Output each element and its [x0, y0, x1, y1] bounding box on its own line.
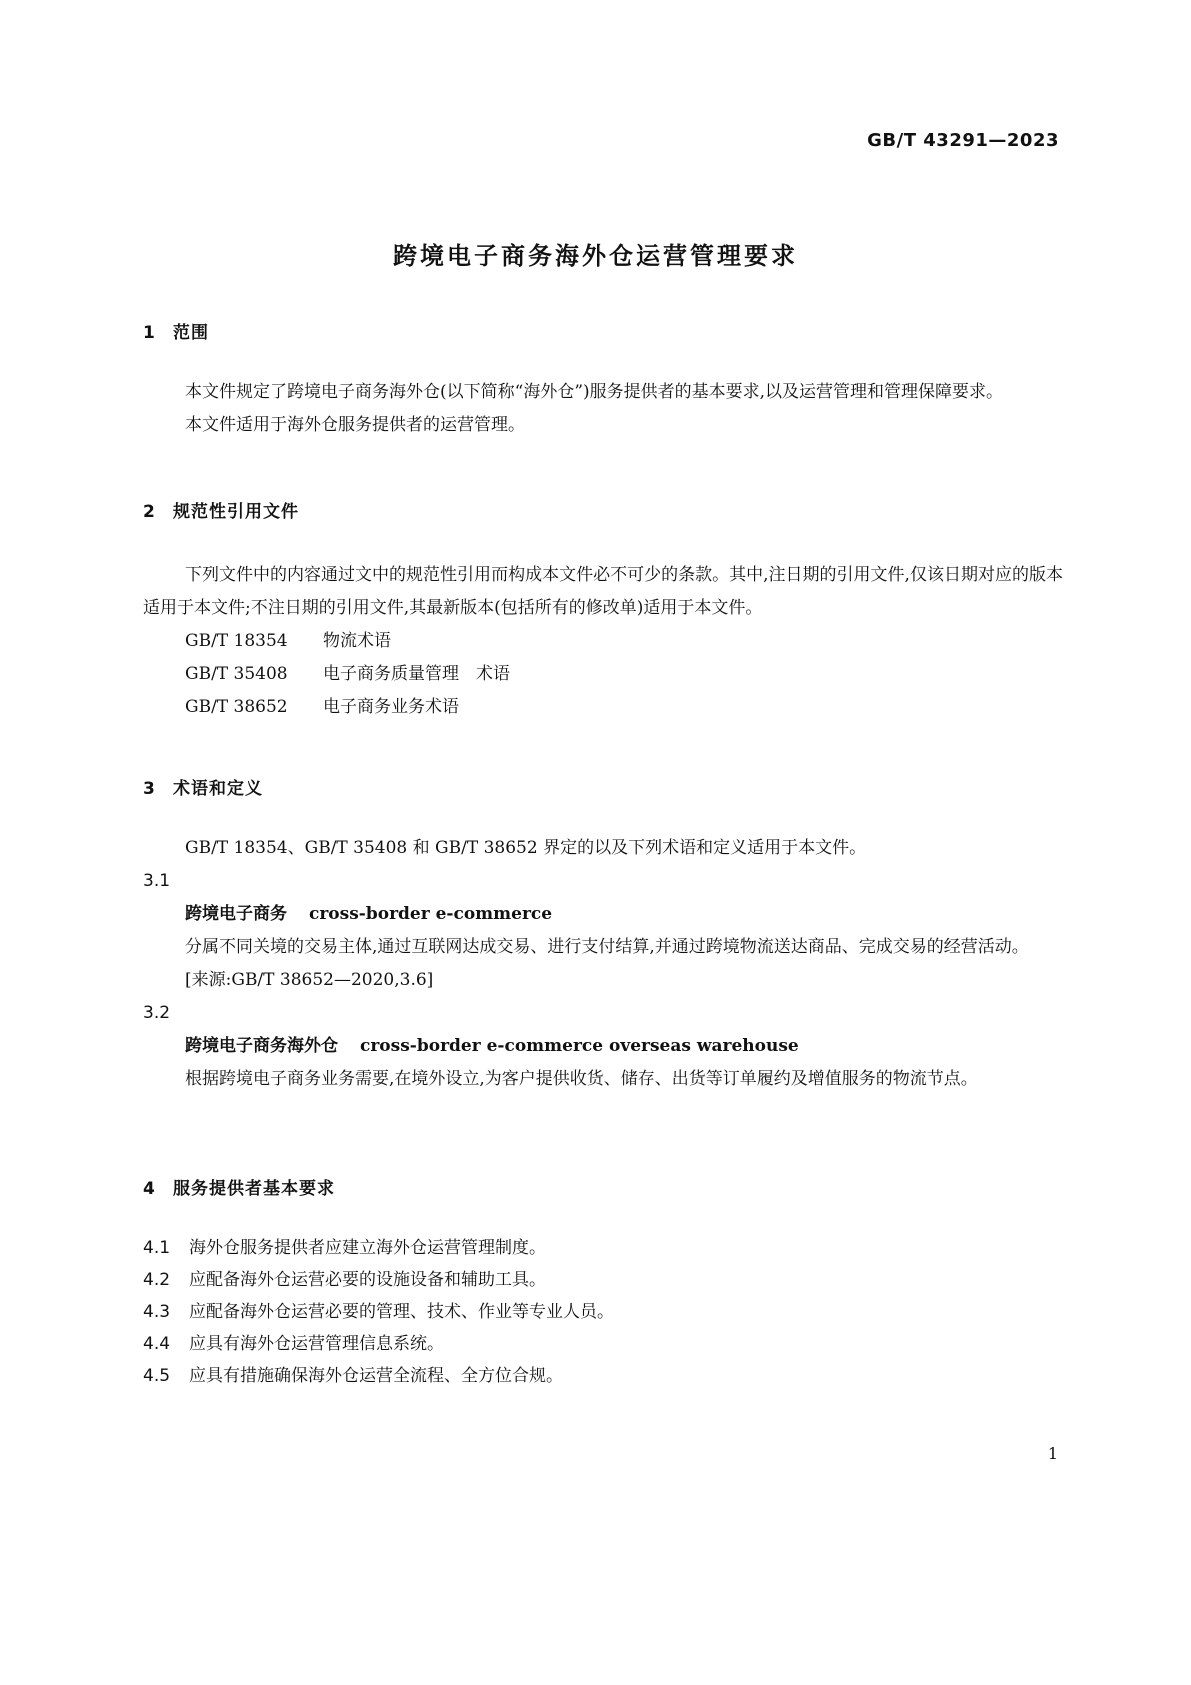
requirement-number: 4.4: [143, 1334, 171, 1354]
requirement-item: [143, 1296, 1063, 1328]
term-definition: 分属不同关境的交易主体,通过互联网达成交易、进行支付结算,并通过跨境物流送达商品、完成交易的经营活动。: [185, 937, 1029, 957]
requirement-number: 4.5: [143, 1366, 171, 1386]
term-en: cross-border e-commerce: [309, 904, 553, 924]
requirement-text: 应配备海外仓运营必要的设施设备和辅助工具。: [189, 1270, 546, 1290]
reference-item: [143, 658, 1063, 691]
requirement-text: 应具有海外仓运营管理信息系统。: [189, 1334, 444, 1354]
reference-name: 物流术语: [323, 631, 391, 651]
section-basic-requirements: [143, 1176, 1063, 1392]
requirement-number: 4.2: [143, 1270, 171, 1290]
reference-code: GB/T 38652: [185, 697, 288, 717]
requirement-item: [143, 1360, 1063, 1392]
reference-item: [143, 625, 1063, 658]
requirement-item: [143, 1328, 1063, 1360]
section-title: 规范性引用文件: [173, 502, 299, 522]
term-zh: 跨境电子商务海外仓: [185, 1036, 338, 1056]
term-source: [来源:GB/T 38652—2020,3.6]: [185, 970, 434, 990]
requirement-number: 4.3: [143, 1302, 171, 1322]
paragraph: 下列文件中的内容通过文中的规范性引用而构成本文件必不可少的条款。其中,注日期的引用文件,仅该日期对应的版本适用于本文件;不注日期的引用文件,其最新版本(包括所有的修改单)适用于本文件。: [143, 565, 1063, 618]
paragraph: 本文件规定了跨境电子商务海外仓(以下简称“海外仓”)服务提供者的基本要求,以及运营管理和管理保障要求。: [185, 382, 1004, 402]
reference-name: 电子商务业务术语: [323, 697, 459, 717]
reference-name: 电子商务质量管理 术语: [323, 664, 510, 684]
document-title: 跨境电子商务海外仓运营管理要求: [393, 242, 798, 270]
reference-code: GB/T 18354: [185, 631, 288, 651]
requirement-item: [143, 1232, 1063, 1264]
section-number: 2: [143, 502, 156, 522]
requirement-text: 海外仓服务提供者应建立海外仓运营管理制度。: [189, 1238, 546, 1258]
term-number: 3.1: [143, 871, 171, 891]
section-title: 术语和定义: [173, 779, 263, 799]
section-number: 1: [143, 323, 156, 343]
section-scope: [143, 320, 1063, 442]
standard-code: GB/T 43291—2023: [867, 130, 1059, 151]
paragraph: GB/T 18354、GB/T 35408 和 GB/T 38652 界定的以及下列术语和定义适用于本文件。: [185, 838, 867, 858]
section-heading: [143, 320, 1063, 346]
requirement-item: [143, 1264, 1063, 1296]
section-title: 范围: [173, 323, 209, 343]
section-number: 3: [143, 779, 156, 799]
section-heading: [143, 776, 1063, 802]
requirement-number: 4.1: [143, 1238, 171, 1258]
term-number: 3.2: [143, 1003, 171, 1023]
term-title: [143, 1030, 1063, 1063]
term-zh: 跨境电子商务: [185, 904, 287, 924]
term-en: cross-border e-commerce overseas warehouse: [360, 1036, 799, 1056]
section-heading: [143, 1176, 1063, 1202]
term-definition: 根据跨境电子商务业务需要,在境外设立,为客户提供收货、储存、出货等订单履约及增值服务的物流节点。: [185, 1069, 978, 1089]
section-heading: [143, 499, 1063, 525]
paragraph: 本文件适用于海外仓服务提供者的运营管理。: [185, 415, 525, 435]
term-title: [143, 898, 1063, 931]
requirement-text: 应配备海外仓运营必要的管理、技术、作业等专业人员。: [189, 1302, 614, 1322]
reference-code: GB/T 35408: [185, 664, 288, 684]
section-title: 服务提供者基本要求: [173, 1179, 335, 1199]
page-number: 1: [1047, 1444, 1058, 1463]
section-terms-and-definitions: [143, 776, 1063, 1096]
section-normative-references: [143, 499, 1063, 724]
requirement-text: 应具有措施确保海外仓运营全流程、全方位合规。: [189, 1366, 563, 1386]
section-number: 4: [143, 1179, 156, 1199]
reference-item: [143, 691, 1063, 724]
